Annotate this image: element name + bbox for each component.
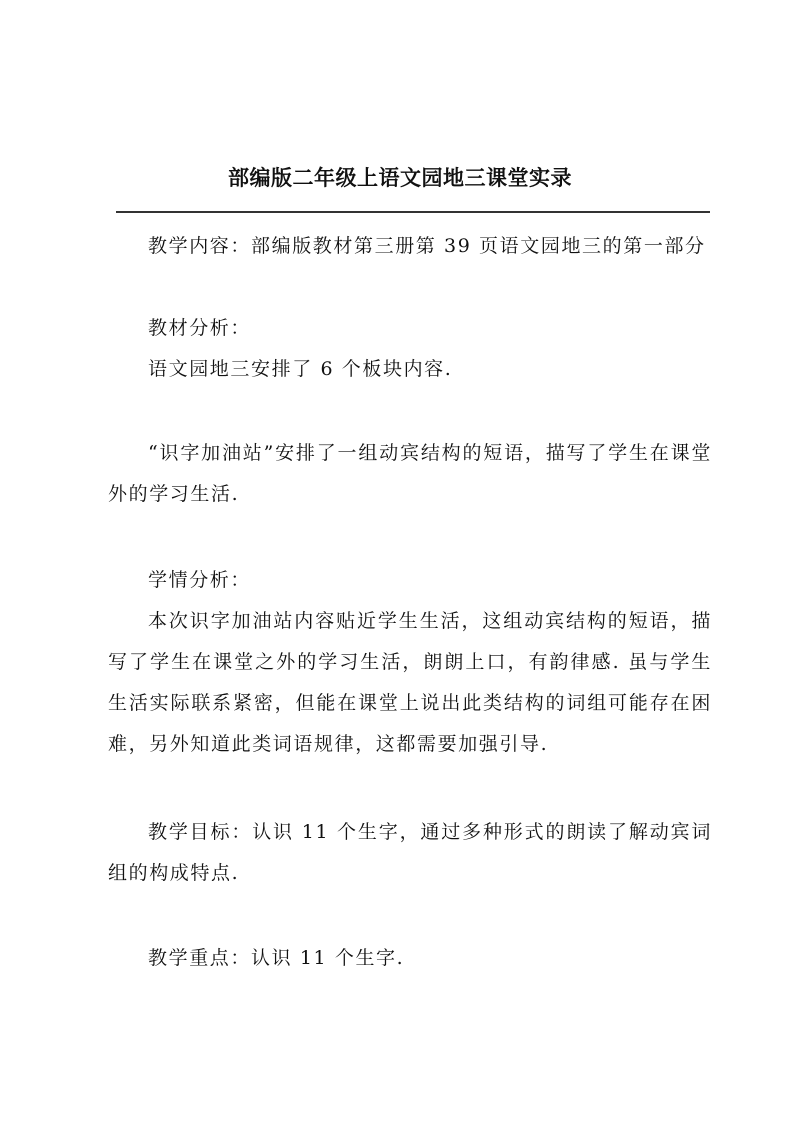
teaching-content-paragraph (108, 226, 712, 267)
title-divider (116, 211, 710, 213)
paragraph-student-analysis-heading: 学情分析： (148, 569, 252, 591)
student-analysis-section (108, 560, 712, 765)
paragraph-teaching-goal: 教学目标：认识 11 个生字，通过多种形式的朗读了解动宾词组的构成特点. (108, 821, 712, 884)
paragraph-literacy-station: “识字加油站”安排了一组动宾结构的短语，描写了学生在课堂外的学习生活. (108, 442, 712, 505)
material-analysis-section (108, 308, 712, 390)
document-title: 部编版二年级上语文园地三课堂实录 (228, 165, 572, 190)
teaching-focus-paragraph (108, 938, 712, 979)
paragraph-student-analysis: 本次识字加油站内容贴近学生生活，这组动宾结构的短语，描写了学生在课堂之外的学习生活，朗朗上口，有韵律感. 虽与学生生活实际联系紧密，但能在课堂上说出此类结构的词组可能存在困难，另外知道此类词语规律，这都需要加强引导. (108, 610, 712, 755)
teaching-goal-paragraph (108, 812, 712, 894)
literacy-station-paragraph (108, 433, 712, 515)
paragraph-teaching-content: 教学内容：部编版教材第三册第 39 页语文园地三的第一部分 (148, 235, 706, 257)
paragraph-teaching-focus: 教学重点：认识 11 个生字. (148, 947, 405, 969)
paragraph-material-analysis: 语文园地三安排了 6 个板块内容. (148, 358, 453, 380)
paragraph-material-analysis-heading: 教材分析： (148, 317, 252, 339)
